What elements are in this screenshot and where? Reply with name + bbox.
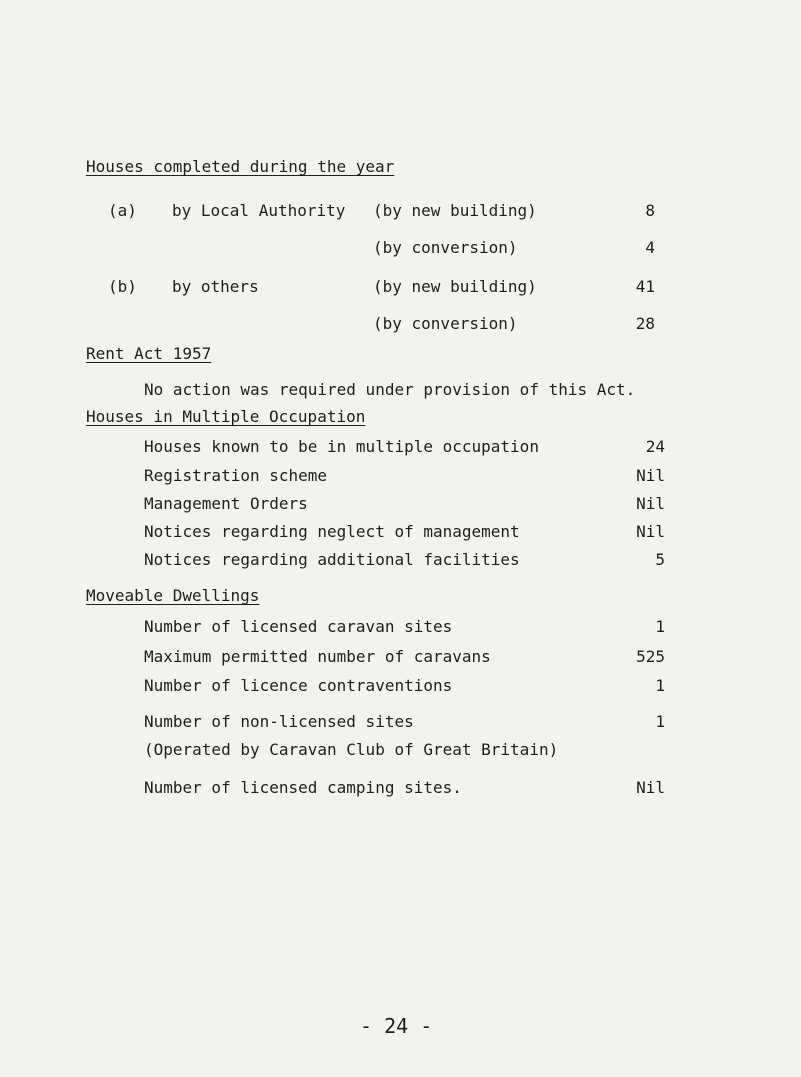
moveable-row-label: Maximum permitted number of caravans bbox=[144, 647, 491, 666]
row-a-item-value: 8 bbox=[645, 201, 655, 220]
row-a-by: by Local Authority bbox=[172, 201, 346, 220]
row-b-item-type: (by conversion) bbox=[373, 314, 518, 333]
section-heading-multiple-occupation: Houses in Multiple Occupation bbox=[86, 407, 366, 426]
multiple-occupation-row-value: Nil bbox=[636, 466, 665, 485]
moveable-note: (Operated by Caravan Club of Great Britain) bbox=[144, 740, 559, 759]
moveable-row-label: Number of licensed caravan sites bbox=[144, 617, 453, 636]
section-heading-rent-act: Rent Act 1957 bbox=[86, 344, 212, 363]
row-a-item-type: (by conversion) bbox=[373, 238, 518, 257]
row-a-item-type: (by new building) bbox=[373, 201, 537, 220]
moveable-row-value: 1 bbox=[655, 712, 665, 731]
row-b-item-value: 28 bbox=[635, 314, 655, 333]
moveable-row-value: 1 bbox=[655, 676, 665, 695]
multiple-occupation-row-label: Notices regarding additional facilities bbox=[144, 550, 520, 569]
moveable-row-label: Number of licensed camping sites. bbox=[144, 778, 462, 797]
multiple-occupation-row-value: 24 bbox=[645, 437, 665, 456]
multiple-occupation-row-label: Registration scheme bbox=[144, 466, 328, 485]
multiple-occupation-row-label: Houses known to be in multiple occupation bbox=[144, 437, 539, 456]
row-b-label: (b) bbox=[108, 277, 137, 296]
moveable-row-label: Number of licence contraventions bbox=[144, 676, 453, 695]
moveable-row-value: Nil bbox=[636, 778, 665, 797]
multiple-occupation-row-value: Nil bbox=[636, 522, 665, 541]
page-number: - 24 - bbox=[360, 1014, 433, 1038]
row-a-label: (a) bbox=[108, 201, 137, 220]
multiple-occupation-row-label: Notices regarding neglect of management bbox=[144, 522, 520, 541]
moveable-row-label: Number of non-licensed sites bbox=[144, 712, 414, 731]
multiple-occupation-row-label: Management Orders bbox=[144, 494, 308, 513]
multiple-occupation-row-value: Nil bbox=[636, 494, 665, 513]
rent-act-text: No action was required under provision of this Act. bbox=[144, 380, 636, 399]
row-b-item-type: (by new building) bbox=[373, 277, 537, 296]
moveable-row-value: 1 bbox=[655, 617, 665, 636]
multiple-occupation-row-value: 5 bbox=[655, 550, 665, 569]
moveable-row-value: 525 bbox=[636, 647, 665, 666]
section-heading-moveable-dwellings: Moveable Dwellings bbox=[86, 586, 260, 605]
row-b-item-value: 41 bbox=[635, 277, 655, 296]
section-heading-houses-completed: Houses completed during the year bbox=[86, 157, 395, 176]
row-a-item-value: 4 bbox=[645, 238, 655, 257]
row-b-by: by others bbox=[172, 277, 259, 296]
